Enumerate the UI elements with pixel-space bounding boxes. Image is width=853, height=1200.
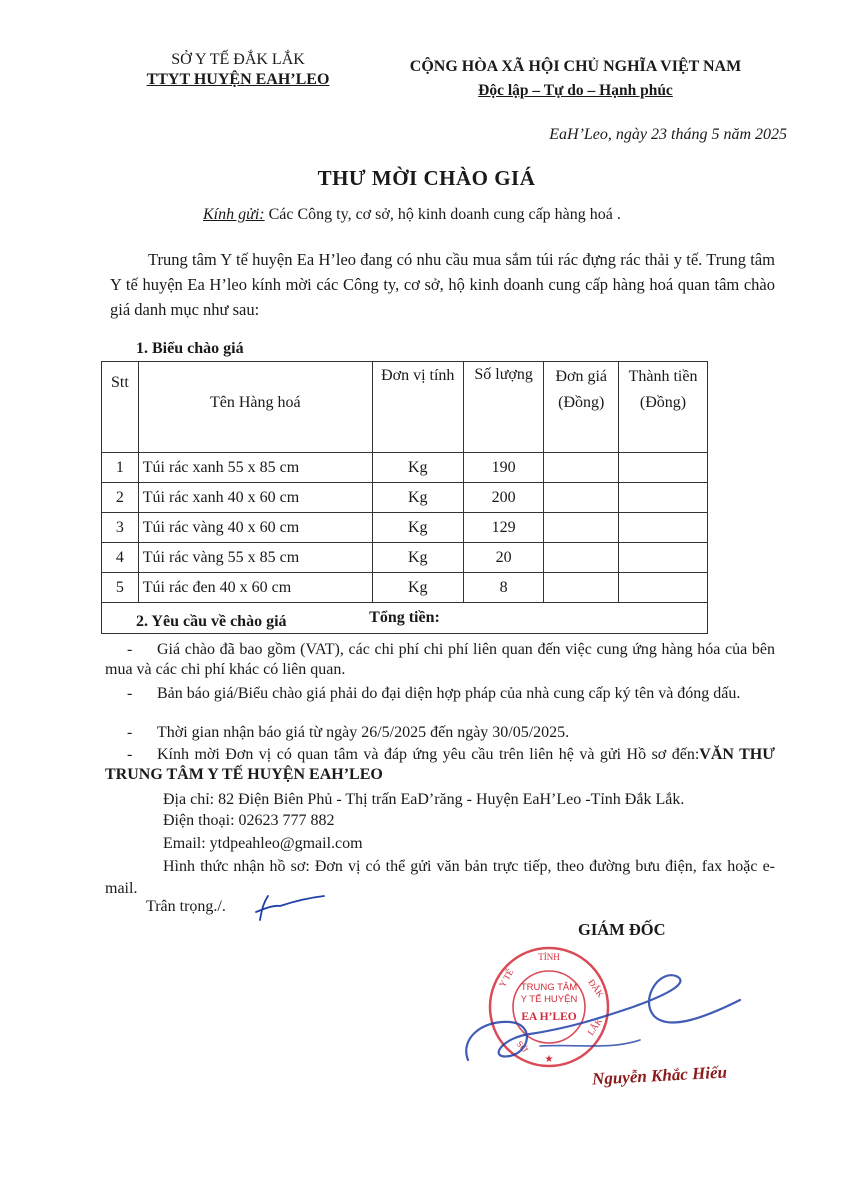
- agency-name: TTYT HUYỆN EAH’LEO: [146, 71, 330, 88]
- cell-unit: Kg: [372, 543, 463, 573]
- cell-total: [619, 513, 708, 543]
- cell-price: [544, 483, 619, 513]
- cell-unit: Kg: [372, 483, 463, 513]
- cell-stt: 3: [102, 513, 139, 543]
- table-header-row: [102, 362, 708, 453]
- section-1-heading: 1. Biểu chào giá: [136, 340, 244, 357]
- table-row: [102, 513, 708, 543]
- requirement-text: Thời gian nhận báo giá từ ngày 26/5/2025 đến ngày 30/05/2025.: [157, 724, 570, 741]
- recipient-line: [203, 206, 621, 224]
- contact-phone: Điện thoại: 02623 777 882: [163, 812, 335, 829]
- section-2-heading: 2. Yêu cầu về chào giá: [136, 613, 287, 630]
- table-row: [102, 453, 708, 483]
- cell-name: Túi rác vàng 40 x 60 cm: [138, 513, 372, 543]
- table-row: [102, 573, 708, 603]
- requirement-item: [105, 745, 775, 785]
- cell-qty: 200: [463, 483, 544, 513]
- svg-text:ĐẮK: ĐẮK: [586, 977, 606, 1000]
- submission-text: Hình thức nhận hồ sơ: Đơn vị có thể gửi văn bản trực tiếp, theo đường bưu điện, fax hoặc e-mail.: [105, 858, 775, 897]
- submission-methods: [105, 856, 775, 900]
- cell-unit: Kg: [372, 453, 463, 483]
- requirement-text: Giá chào đã bao gồm (VAT), các chi phí chi phí liên quan đến việc cung ứng hàng hóa của bên mua và các chi phí khác có liên quan.: [105, 641, 775, 678]
- header-total: Thành tiền (Đồng): [619, 362, 708, 453]
- director-title: GIÁM ĐỐC: [578, 920, 666, 939]
- requirement-item: [105, 684, 775, 704]
- requirement-item: [105, 723, 775, 743]
- cell-stt: 5: [102, 573, 139, 603]
- national-motto: Độc lập – Tự do – Hạnh phúc: [478, 82, 673, 99]
- national-header: [378, 55, 773, 103]
- cell-unit: Kg: [372, 573, 463, 603]
- cell-name: Túi rác xanh 55 x 85 cm: [138, 453, 372, 483]
- date-line: EaH’Leo, ngày 23 tháng 5 năm 2025: [549, 126, 787, 143]
- nation-name: CỘNG HÒA XÃ HỘI CHỦ NGHĨA VIỆT NAM: [409, 58, 742, 75]
- cell-stt: 1: [102, 453, 139, 483]
- cell-qty: 190: [463, 453, 544, 483]
- contact-address: Địa chỉ: 82 Điện Biên Phủ - Thị trấn EaD’răng - Huyện EaH’Leo -Tỉnh Đắk Lắk.: [163, 791, 685, 808]
- cell-qty: 20: [463, 543, 544, 573]
- initial-mark: [252, 888, 332, 928]
- cell-unit: Kg: [372, 513, 463, 543]
- requirement-text: Kính mời Đơn vị có quan tâm và đáp ứng yêu cầu trên liên hệ và gửi Hồ sơ đến:: [157, 746, 700, 763]
- recipient-label: Kính gửi:: [203, 206, 265, 223]
- cell-stt: 4: [102, 543, 139, 573]
- agency-parent: SỞ Y TẾ ĐẮK LẮK: [171, 51, 305, 68]
- cell-name: Túi rác vàng 55 x 85 cm: [138, 543, 372, 573]
- bullet-dash: -: [127, 724, 133, 741]
- svg-text:SỞ: SỞ: [514, 1038, 530, 1055]
- requirement-text: Bản báo giá/Biểu chào giá phải do đại diện hợp pháp của nhà cung cấp ký tên và đóng dấu.: [157, 685, 741, 702]
- cell-stt: 2: [102, 483, 139, 513]
- header-unit: Đơn vị tính: [372, 362, 463, 453]
- table-row: [102, 543, 708, 573]
- header-name: Tên Hàng hoá: [138, 362, 372, 453]
- issuing-agency: [118, 50, 358, 90]
- cell-name: Túi rác đen 40 x 60 cm: [138, 573, 372, 603]
- cell-price: [544, 453, 619, 483]
- requirement-item: [105, 640, 775, 680]
- contact-email: Email: ytdpeahleo@gmail.com: [163, 835, 363, 852]
- header-price: Đơn giá (Đồng): [544, 362, 619, 453]
- cell-qty: 8: [463, 573, 544, 603]
- total-label: Tổng tiền:: [102, 603, 708, 634]
- svg-text:TỈNH: TỈNH: [538, 952, 560, 962]
- svg-text:Y TẾ: Y TẾ: [497, 967, 516, 989]
- signer-name: Nguyễn Khắc Hiếu: [591, 1062, 728, 1089]
- bullet-dash: -: [127, 685, 133, 702]
- intro-paragraph: [110, 247, 775, 322]
- svg-text:★: ★: [544, 1054, 554, 1065]
- bullet-dash: -: [127, 746, 133, 763]
- recipient-text: Các Công ty, cơ sở, hộ kinh doanh cung cấp hàng hoá .: [264, 206, 621, 223]
- cell-price: [544, 513, 619, 543]
- recipient-office: VĂN THƯ TRUNG TÂM Y TẾ HUYỆN EAH’LEO: [105, 746, 775, 783]
- svg-text:TRUNG TÂM: TRUNG TÂM: [520, 982, 578, 993]
- cell-qty: 129: [463, 513, 544, 543]
- price-table: [101, 361, 708, 634]
- cell-name: Túi rác xanh 40 x 60 cm: [138, 483, 372, 513]
- svg-text:EA H’LEO: EA H’LEO: [521, 1011, 577, 1023]
- closing-text: Trân trọng./.: [146, 898, 226, 915]
- cell-total: [619, 483, 708, 513]
- svg-text:Y TẾ HUYỆN: Y TẾ HUYỆN: [520, 994, 578, 1005]
- document-title: THƯ MỜI CHÀO GIÁ: [317, 166, 536, 190]
- header-qty: Số lượng: [463, 362, 544, 453]
- table-row: [102, 483, 708, 513]
- cell-total: [619, 543, 708, 573]
- cell-total: [619, 453, 708, 483]
- intro-text: Trung tâm Y tế huyện Ea H’leo đang có nhu cầu mua sắm túi rác đựng rác thải y tế. Trung tâm Y tế huyện Ea H’leo kính mời các Công ty, cơ sở, hộ kinh doanh cung cấp hàng hoá quan tâm chào giá danh mục như sau:: [110, 250, 775, 319]
- svg-text:LẮK: LẮK: [585, 1016, 605, 1038]
- cell-price: [544, 573, 619, 603]
- header-stt: Stt: [102, 362, 139, 453]
- cell-total: [619, 573, 708, 603]
- bullet-dash: -: [127, 641, 133, 658]
- cell-price: [544, 543, 619, 573]
